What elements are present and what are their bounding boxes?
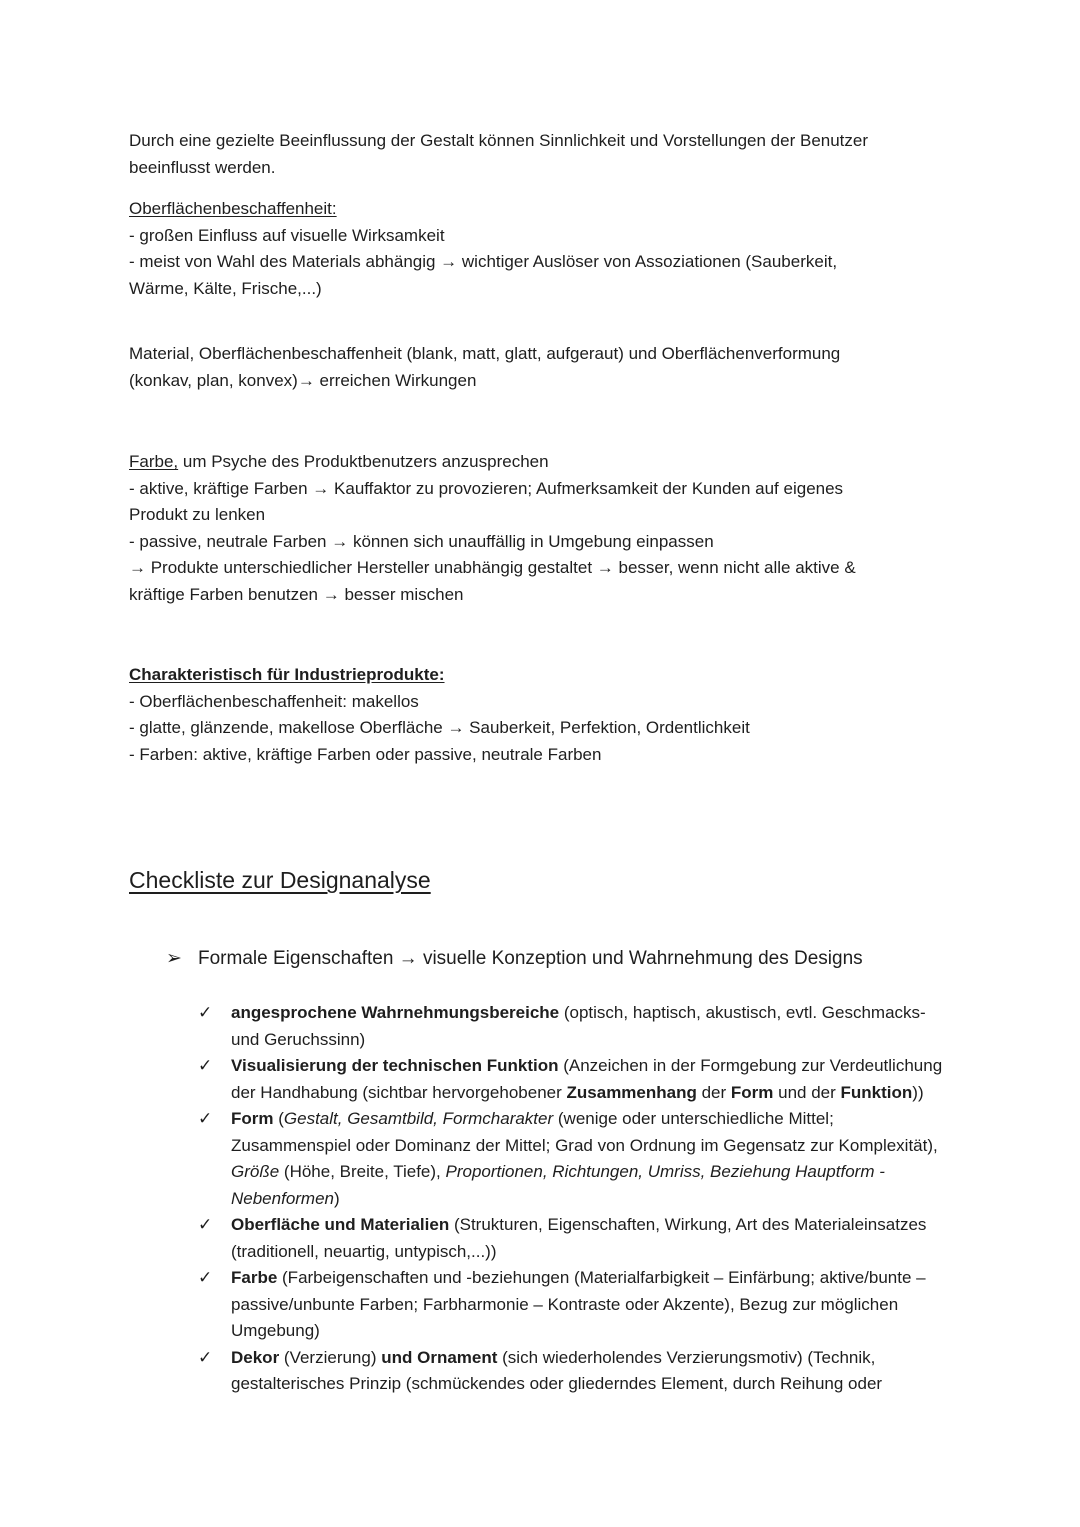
checklist-items [198, 1000, 958, 1398]
formal-properties-label: Formale Eigenschaften → visuelle Konzeption und Wahrnehmung des Designs [198, 948, 863, 969]
item-italic: Gestalt, Gesamtbild, Formcharakter [283, 1109, 554, 1128]
item-text: (Verzierung) [279, 1347, 382, 1367]
item-bold: Oberfläche und Materialien [231, 1215, 450, 1234]
industry-line: - glatte, glänzende, makellose Oberfläche → Sauberkeit, Perfektion, Ordentlichkeit [129, 718, 750, 737]
item-bold: Dekor [231, 1347, 280, 1367]
checklist-title: Checkliste zur Designanalyse [129, 867, 431, 893]
checkmark-icon: ✓ [198, 1347, 213, 1367]
item-text: (optisch, haptisch, akustisch, evtl. Geschmacks- und Geruchssinn) [231, 1003, 926, 1049]
item-text: (sich wiederholendes Verzierungsmotiv) (Technik, gestalterisches Prinzip (schmückendes oder gliederndes Element, durch Reihung oder [231, 1347, 883, 1393]
industry-section [129, 662, 959, 768]
item-text: (Anzeichen in der Formgebung zur Verdeutlichung der Handhabung (sichtbar hervorgehobener [231, 1056, 943, 1102]
item-italic: Proportionen, Richtungen, Umriss, Beziehung Hauptform - Nebenformen [231, 1162, 885, 1208]
item-text: (Strukturen, Eigenschaften, Wirkung, Art des Materialeinsatzes (traditionell, neuartig, untypisch,...)) [231, 1215, 927, 1261]
item-bold: Farbe [231, 1268, 278, 1287]
color-line: - passive, neutrale Farben → können sich unauffällig in Umgebung einpassen [129, 531, 714, 551]
item-text: (Farbeigenschaften und -beziehungen (Materialfarbigkeit – Einfärbung; aktive/bunte – passive/unbunte Farben; Farbharmonie – Kontraste oder Akzente), Bezug zur möglichen Umgebung) [231, 1268, 926, 1340]
item-text: ) [334, 1188, 340, 1208]
item-text: der [696, 1082, 731, 1102]
color-line: → Produkte unterschiedlicher Hersteller unabhängig gestaltet → besser, wenn nicht alle aktive & [129, 558, 856, 577]
item-text: (Höhe, Breite, Tiefe), [279, 1162, 446, 1181]
color-line: Produkt zu lenken [129, 505, 266, 524]
color-line: kräftige Farben benutzen → besser mischen [129, 584, 464, 604]
arrow-bullet-icon: ➢ [166, 948, 182, 969]
formal-properties-bullet [166, 944, 966, 974]
industry-heading: Charakteristisch für Industrieprodukte: [129, 665, 445, 684]
checkmark-icon: ✓ [198, 1215, 213, 1234]
item-bold: Zusammenhang [566, 1082, 697, 1102]
surface-line: - meist von Wahl des Materials abhängig → wichtiger Auslöser von Assoziationen (Sauberkeit, [129, 252, 838, 271]
item-text: und der [773, 1082, 841, 1102]
item-text: ( [273, 1109, 284, 1128]
item-bold: Visualisierung der technischen Funktion [231, 1056, 559, 1075]
intro-line: Durch eine gezielte Beeinflussung der Gestalt können Sinnlichkeit und Vorstellungen der Benutzer [129, 131, 869, 150]
item-bold: Form [730, 1082, 774, 1102]
checkmark-icon: ✓ [198, 1056, 213, 1075]
item-bold: Form [231, 1109, 274, 1128]
color-section [129, 449, 959, 608]
color-heading: Farbe, [129, 452, 179, 471]
surface-line: - großen Einfluss auf visuelle Wirksamkeit [129, 225, 445, 245]
list-item [198, 1265, 958, 1345]
industry-line: - Farben: aktive, kräftige Farben oder passive, neutrale Farben [129, 744, 602, 764]
intro-line: beeinflusst werden. [129, 157, 276, 177]
surface-heading: Oberflächenbeschaffenheit: [129, 199, 337, 218]
list-item [198, 1053, 958, 1106]
item-bold: angesprochene Wahrnehmungsbereiche [231, 1003, 560, 1022]
item-text: )) [912, 1082, 924, 1102]
checkmark-icon: ✓ [198, 1268, 213, 1287]
checkmark-icon: ✓ [198, 1003, 213, 1022]
list-item [198, 1212, 958, 1265]
item-italic: Größe [231, 1162, 280, 1181]
list-item [198, 1106, 958, 1212]
list-item [198, 1345, 958, 1398]
list-item [198, 1000, 958, 1053]
item-bold: Funktion [840, 1082, 913, 1102]
industry-line: - Oberflächenbeschaffenheit: makellos [129, 691, 419, 711]
surface-line: Wärme, Kälte, Frische,...) [129, 278, 322, 298]
material-paragraph [129, 341, 959, 394]
surface-section [129, 196, 959, 302]
material-line: (konkav, plan, konvex)→ erreichen Wirkungen [129, 370, 477, 390]
color-heading-rest: um Psyche des Produktbenutzers anzusprechen [178, 452, 549, 471]
intro-paragraph [129, 128, 959, 181]
checkmark-icon: ✓ [198, 1109, 213, 1128]
material-line: Material, Oberflächenbeschaffenheit (blank, matt, glatt, aufgeraut) und Oberflächenverformung [129, 344, 841, 363]
item-text: (wenige oder unterschiedliche Mittel; Zusammenspiel oder Dominanz der Mittel; Grad von Ordnung im Gegensatz zur Komplexität), [231, 1109, 938, 1155]
item-bold: und Ornament [381, 1347, 498, 1367]
color-line: - aktive, kräftige Farben → Kauffaktor zu provozieren; Aufmerksamkeit der Kunden auf eigenes [129, 478, 844, 498]
